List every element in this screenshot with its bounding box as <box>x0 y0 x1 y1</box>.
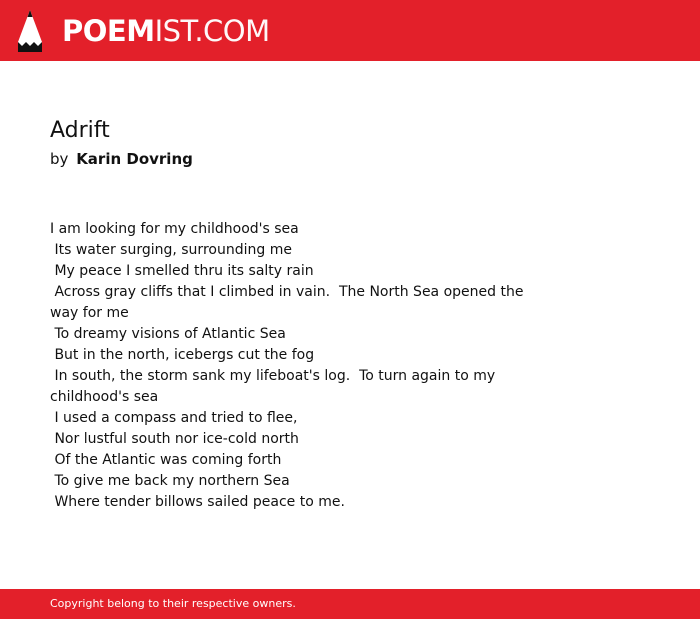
by-label: by <box>50 150 69 168</box>
poem-line: Across gray cliffs that I climbed in vain. The North Sea opened the way for me <box>50 284 528 321</box>
logo-bold-text: POEM <box>62 14 155 48</box>
poem-line: Where tender billows sailed peace to me. <box>50 494 345 510</box>
author-link[interactable]: Karin Dovring <box>76 150 193 168</box>
poem-line: My peace I smelled thru its salty rain <box>50 263 314 279</box>
poem-line: Its water surging, surrounding me <box>50 242 292 258</box>
poem-line: In south, the storm sank my lifeboat's log. To turn again to my childhood's sea <box>50 368 500 405</box>
pencil-tip-icon <box>18 10 42 52</box>
poem-line: Nor lustful south nor ice-cold north <box>50 431 299 447</box>
poem-line: I am looking for my childhood's sea <box>50 221 299 237</box>
poem-title: Adrift <box>50 118 110 143</box>
site-header <box>0 0 700 61</box>
logo-light-text: IST.COM <box>154 14 270 48</box>
poem-line: Of the Atlantic was coming forth <box>50 452 282 468</box>
poem-line: To dreamy visions of Atlantic Sea <box>50 326 286 342</box>
byline <box>50 149 193 169</box>
poem-line: I used a compass and tried to flee, <box>50 410 298 426</box>
copyright-text: Copyright belong to their respective owners. <box>50 597 296 610</box>
poem-line: To give me back my northern Sea <box>50 473 290 489</box>
poem-line: But in the north, icebergs cut the fog <box>50 347 315 363</box>
poem-body <box>50 219 550 513</box>
site-logo-link[interactable] <box>62 12 270 50</box>
site-footer <box>0 589 700 619</box>
